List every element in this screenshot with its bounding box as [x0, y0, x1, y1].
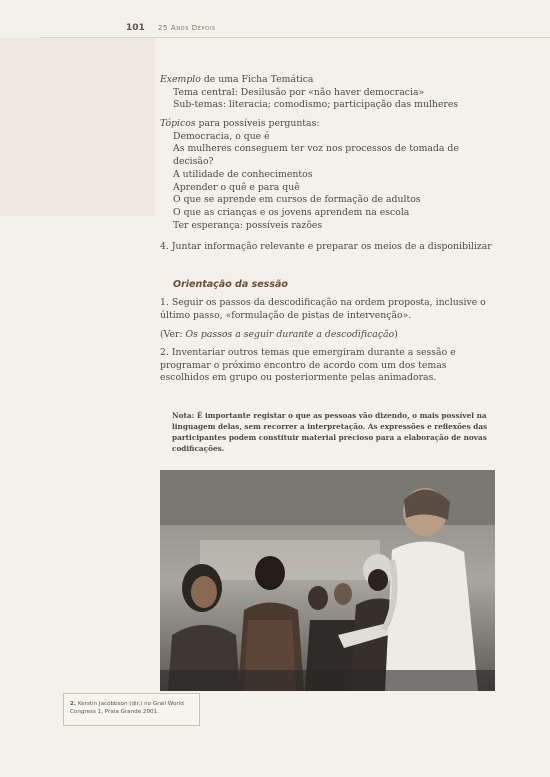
- photo-caption: [63, 693, 200, 726]
- see-reference: (Ver: Os passos a seguir durante a descodificação): [160, 329, 398, 340]
- topic-item: O que se aprende em cursos de formação de adultos: [173, 194, 421, 206]
- page-number: 101: [126, 23, 145, 33]
- topic-item: O que as crianças e os jovens aprendem na escola: [173, 206, 410, 218]
- photo-illustration: [160, 470, 495, 691]
- running-title: 25 Anos Depois: [158, 24, 216, 32]
- section-title: Orientação da sessão: [173, 279, 288, 290]
- topic-item: As mulheres conseguem ter voz nos processos de tomada de decisão?: [173, 143, 459, 168]
- margin-block: [0, 38, 155, 216]
- session-paragraph-2: 2. Inventariar outros temas que emergiram durante a sessão e programar o próximo encontro de acordo com um dos temas escolhidos em grupo ou posteriormente pelas animadoras.: [160, 347, 456, 384]
- topic-item: A utilidade de conhecimentos: [173, 168, 313, 180]
- caption-number: 2.: [70, 701, 77, 707]
- photograph: [160, 470, 495, 691]
- topic-item: Ter esperança: possíveis razões: [173, 219, 323, 231]
- note: Nota: É importante registar o que as pessoas vão dizendo, o mais possível na linguagem delas, sem recorrer a interpretação. As expressões e reflexões das participantes podem constituir material precioso para a elaboração de novas codificações.: [172, 411, 488, 453]
- example-block: [160, 74, 500, 112]
- header-rule: [40, 37, 550, 38]
- caption-line-2: Congress 1, Praia Grande 2001.: [70, 709, 159, 715]
- sub-themes: Sub-temas: literacia; comodismo; participação das mulheres: [173, 99, 459, 111]
- topics-block: [160, 118, 500, 232]
- example-title: Exemplo de uma Ficha Temática: [160, 74, 314, 85]
- topics-label: Tópicos para possíveis perguntas:: [160, 118, 320, 129]
- topic-item: Aprender o quê e para quê: [173, 181, 300, 193]
- caption-line-1: Kerstin Jacobbson (dir.) no Grail World: [77, 701, 184, 707]
- step-4: 4. Juntar informação relevante e preparar os meios de a disponibilizar: [160, 241, 492, 252]
- topic-item: Democracia, o que é: [173, 130, 270, 142]
- session-paragraph-1: 1. Seguir os passos da descodificação na ordem proposta, inclusive o último passo, «formulação de pistas de intervenção».: [160, 297, 486, 321]
- central-theme: Tema central: Desilusão por «não haver democracia»: [173, 86, 425, 98]
